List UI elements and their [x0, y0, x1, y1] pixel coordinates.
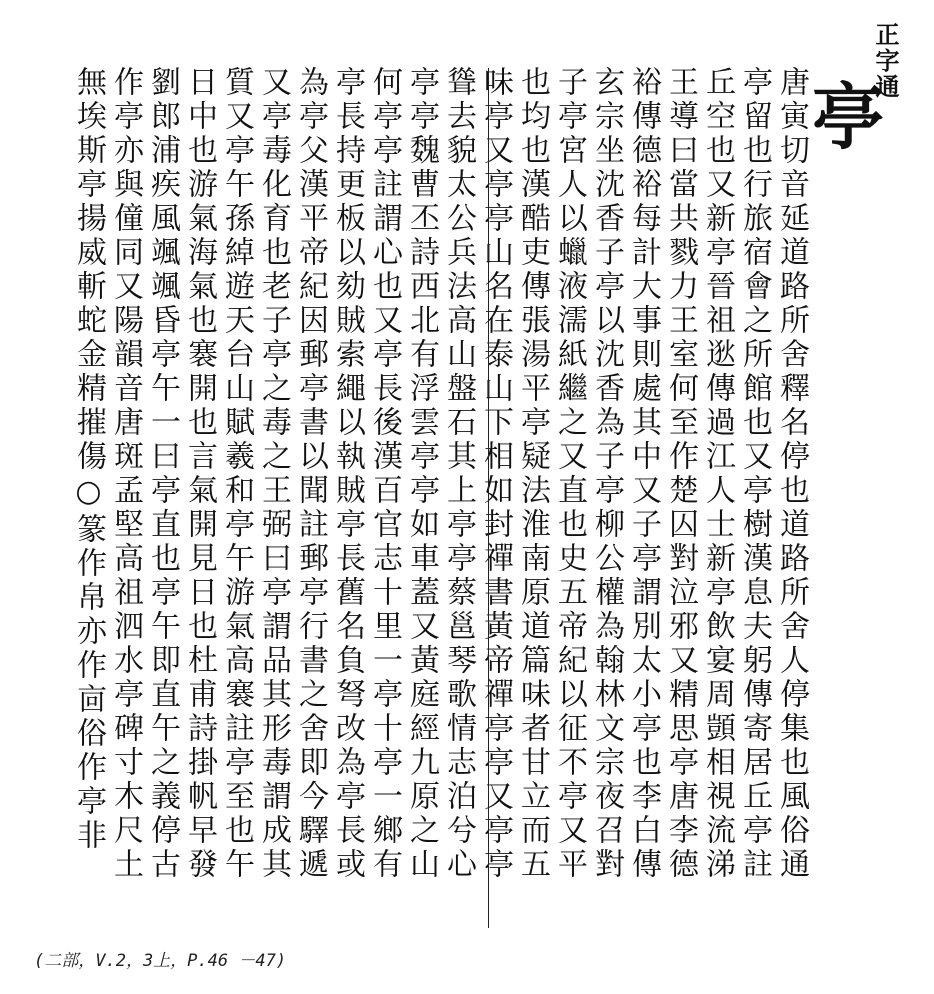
- text-column: 亭留也行旅宿會之所館也又亭樹漢息夫躬傳寄居丘亭註: [737, 66, 772, 882]
- text-column: 作亭亦與僮同又陽韻音唐斑孟堅高祖泗水亭碑寸木尺土: [108, 66, 143, 882]
- text-column: 為亭父漢平帝紀因郵亭書以聞註郵亭行書之舍即今驛遞: [293, 66, 328, 882]
- book-title-label: 正字通: [871, 22, 900, 100]
- text-column: 亭亭魏曹丕詩西北有浮雲亭亭如車蓋又黃庭經九原之山: [404, 66, 439, 882]
- text-column: 子亭宮人以蠟液濡紙繼之又直也史五帝紀以征不亭又平: [552, 66, 587, 882]
- text-column: 日中也游氣海氣也褰開也言氣開見日也杜甫詩掛帆早發: [182, 66, 217, 882]
- text-column: 味亭又亭亭山名在泰山下相如封禪書黃帝禪亭亭又亭亭: [478, 66, 513, 882]
- text-column: 何亭亭註謂心也又亭長後漢百官志十里一亭十亭一鄉有: [367, 66, 402, 882]
- text-column: 又亭毒化育也老子亭之毒之王弼曰亭謂品其形毒謂成其: [256, 66, 291, 882]
- entry-head-character: 亭: [811, 74, 884, 159]
- text-column: 無埃斯亭揚威斬蛇金精摧傷○篆作帛亦作㐭俗作亭非: [71, 66, 106, 853]
- text-column: 聳去貌太公兵法高山盤石其上亭亭蔡邕琴歌情志泊兮心: [441, 66, 476, 882]
- text-column: 玄宗坐沈香子亭以沈香為子亭柳公權為翰林文宗夜召對: [589, 66, 624, 882]
- column-divider: [488, 68, 489, 928]
- entry-body: [72, 66, 812, 942]
- text-column: 王導曰當共戮力王室何至作楚囚對泣邪又精思亭唐李德: [663, 66, 698, 882]
- text-column: 也均也漢酷吏傳張湯平亭疑法淮南原道篇味者甘立而五: [515, 66, 550, 882]
- text-column: 亭長持更板以劾賊索繩以執賊亭長舊名負弩改為亭長或: [330, 66, 365, 882]
- text-column: 唐寅切音延道路所舍釋名停也道路所舍人停集也風俗通: [774, 66, 809, 882]
- text-column: 裕傳德裕每計大事則處其中又子亭謂別太小亭也李白傳: [626, 66, 661, 882]
- text-column: 質又亭午孫綽遊天台山賦羲和亭午游氣高褰註亭至也午: [219, 66, 254, 882]
- source-citation: (二部，V.2，3上，P.46 －47): [34, 951, 287, 971]
- text-column: 丘空也又新亭晉祖逖傳過江人士新亭飲宴周顗相視流涕: [700, 66, 735, 882]
- text-column: 劉郎浦疾風颯颯昏亭午一曰亭直也亭午即直午之義停古: [145, 66, 180, 882]
